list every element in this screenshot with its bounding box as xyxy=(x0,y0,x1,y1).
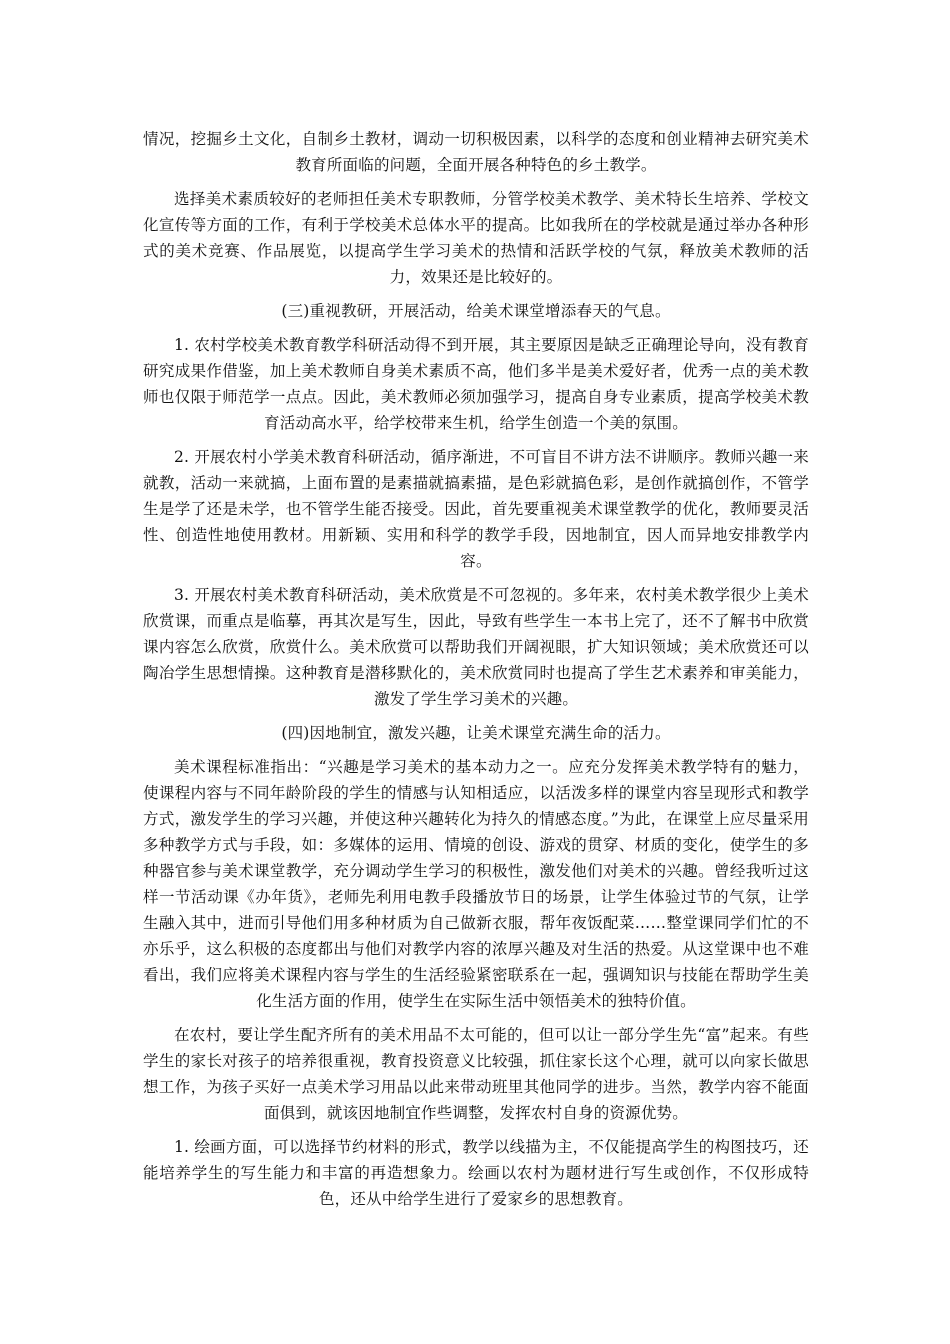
paragraph-item-1: 1. 农村学校美术教育教学科研活动得不到开展，其主要原因是缺乏正确理论导向，没有教育研究成果作借鉴，加上美术教师自身美术素质不高，他们多半是美术爱好者，优秀一点的美术教师也仅限于师范学一点点。因此，美术教师必须加强学习，提高自身专业素质，提高学校美术教育活动高水平，给学校带来生机，给学生创造一个美的氛围。 xyxy=(143,336,809,432)
section-heading-3: (三)重视教研，开展活动，给美术课堂增添春天的气息。 xyxy=(281,302,671,320)
paragraph-painting: 1. 绘画方面，可以选择节约材料的形式，教学以线描为主，不仅能提高学生的构图技巧，还能培养学生的写生能力和丰富的再造想象力。绘画以农村为题材进行写生或创作，不仅形成特色，还从中给学生进行了爱家乡的思想教育。 xyxy=(143,1138,809,1208)
paragraph-continuation: 情况，挖掘乡土文化，自制乡土教材，调动一切积极因素，以科学的态度和创业精神去研究美术教育所面临的问题，全面开展各种特色的乡土教学。 xyxy=(143,130,809,174)
section-heading-4: (四)因地制宜，激发兴趣，让美术课堂充满生命的活力。 xyxy=(281,724,671,742)
paragraph-item-3: 3. 开展农村美术教育科研活动，美术欣赏是不可忽视的。多年来，农村美术教学很少上美术欣赏课，而重点是临摹，再其次是写生，因此，导致有些学生一本书上完了，还不了解书中欣赏课内容怎么欣赏，欣赏什么。美术欣赏可以帮助我们开阔视眼，扩大知识领域；美术欣赏还可以陶冶学生思想情操。这种教育是潜移默化的，美术欣赏同时也提高了学生艺术素养和审美能力，激发了学生学习美术的兴趣。 xyxy=(143,586,809,708)
paragraph-item-2: 2. 开展农村小学美术教育科研活动，循序渐进，不可盲目不讲方法不讲顺序。教师兴趣一来就教，活动一来就搞，上面布置的是素描就搞素描，是色彩就搞色彩，是创作就搞创作，不管学生是学了还是未学，也不管学生能否接受。因此，首先要重视美术课堂教学的优化，教师要灵活性、创造性地使用教材。用新颖、实用和科学的教学手段，因地制宜，因人而异地安排教学内容。 xyxy=(143,448,809,570)
paragraph-art-teacher: 选择美术素质较好的老师担任美术专职教师，分管学校美术教学、美术特长生培养、学校文化宣传等方面的工作，有利于学校美术总体水平的提高。比如我所在的学校就是通过举办各种形式的美术竞赛、作品展览，以提高学生学习美术的热情和活跃学校的气氛，释放美术教师的活力，效果还是比较好的。 xyxy=(143,190,809,286)
document-page xyxy=(143,126,809,1220)
paragraph-rural-supplies: 在农村，要让学生配齐所有的美术用品不太可能的，但可以让一部分学生先“富”起来。有些学生的家长对孩子的培养很重视，教育投资意义比较强，抓住家长这个心理，就可以向家长做思想工作，为孩子买好一点美术学习用品以此来带动班里其他同学的进步。当然，教学内容不能面面俱到，就该因地制宜作些调整，发挥农村自身的资源优势。 xyxy=(143,1026,809,1122)
paragraph-curriculum-standard: 美术课程标准指出：“兴趣是学习美术的基本动力之一。应充分发挥美术教学特有的魅力，使课程内容与不同年龄阶段的学生的情感与认知相适应，以活泼多样的课堂内容呈现形式和教学方式，激发学生的学习兴趣，并使这种兴趣转化为持久的情感态度。”为此，在课堂上应尽量采用多种教学方式与手段，如：多媒体的运用、情境的创设、游戏的贯穿、材质的变化，使学生的多种器官参与美术课堂教学，充分调动学生学习的积极性，激发他们对美术的兴趣。曾经我听过这样一节活动课《办年货》，老师先利用电教手段播放节日的场景，让学生体验过节的气氛，让学生融入其中，进而引导他们用多种材质为自己做新衣服，帮年夜饭配菜……整堂课同学们忙的不亦乐乎，这么积极的态度都出与他们对教学内容的浓厚兴趣及对生活的热爱。从这堂课中也不难看出，我们应将美术课程内容与学生的生活经验紧密联系在一起，强调知识与技能在帮助学生美化生活方面的作用，使学生在实际生活中领悟美术的独特价值。 xyxy=(143,758,809,1010)
